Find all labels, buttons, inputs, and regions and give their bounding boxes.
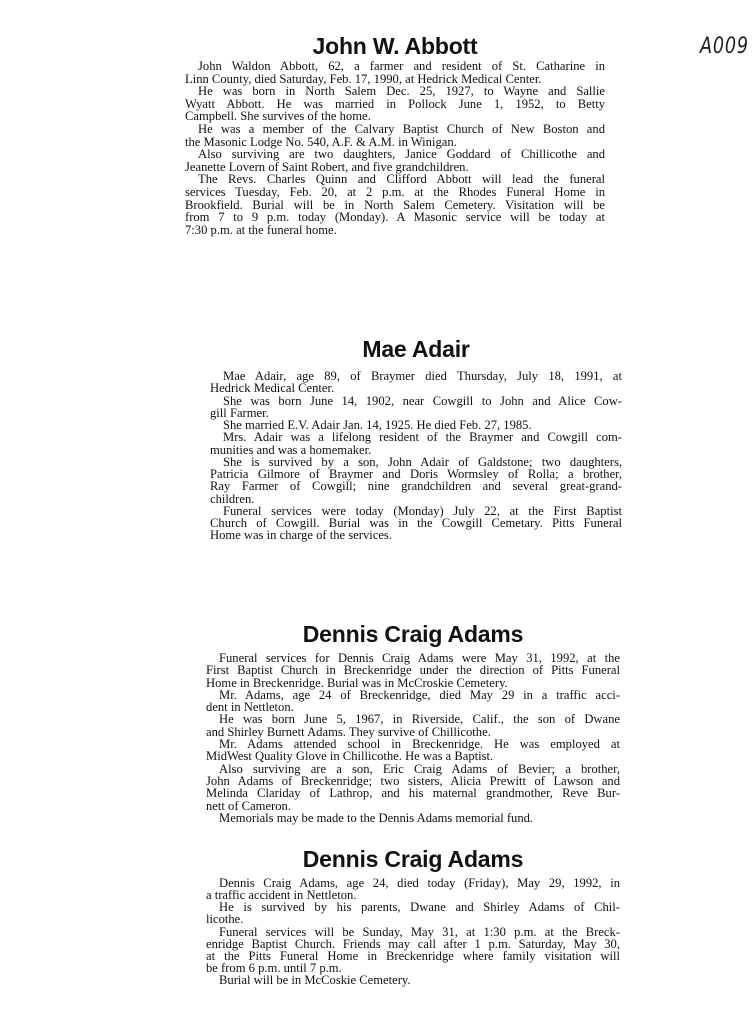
text-line: Mrs. Adair was a lifelong resident of the Braymer and Cowgill com- bbox=[223, 430, 622, 445]
obituary-paragraph bbox=[210, 395, 622, 420]
obituary-paragraph bbox=[206, 926, 620, 975]
obituary-paragraph bbox=[185, 85, 605, 123]
text-line: Mr. Adams attended school in Breckenridge. He was employed at bbox=[219, 737, 620, 752]
obituary-title: Dennis Craig Adams bbox=[302, 621, 524, 647]
text-line: John Waldon Abbott, 62, a farmer and resident of St. Catharine in bbox=[198, 59, 605, 73]
text-line: Funeral services were today (Monday) July 22, at the First Baptist bbox=[223, 503, 622, 518]
text-line: The Revs. Charles Quinn and Clifford Abbott will lead the funeral bbox=[198, 172, 605, 187]
text-line: a traffic accident in Nettleton. bbox=[206, 888, 357, 903]
obituary-paragraph bbox=[210, 370, 622, 395]
text-line: Also surviving are a son, Eric Craig Adams of Bevier; a brother, bbox=[219, 761, 620, 776]
text-line: Campbell. She survives of the home. bbox=[185, 109, 371, 124]
text-line: John Adams of Breckenridge; two sisters, Alicia Prewitt of Lawson and bbox=[206, 773, 620, 788]
obituary-paragraph bbox=[206, 652, 620, 689]
obituary-paragraph bbox=[206, 689, 620, 714]
obituary-paragraph bbox=[210, 431, 622, 456]
text-line: He was born in North Salem Dec. 25, 1927, to Wayne and Sallie bbox=[198, 84, 605, 99]
text-line: Jeanette Lovern of Saint Robert, and five grandchildren. bbox=[185, 159, 469, 174]
text-line: munities and was a homemaker. bbox=[210, 442, 372, 457]
text-line: the Masonic Lodge No. 540, A.F. & A.M. in Winigan. bbox=[185, 134, 457, 149]
obituary-paragraph bbox=[206, 877, 620, 901]
text-line: He is survived by his parents, Dwane and Shirley Adams of Chil- bbox=[219, 900, 620, 915]
text-line: She married E.V. Adair Jan. 14, 1925. He died Feb. 27, 1985. bbox=[223, 418, 532, 432]
text-line: Memorials may be made to the Dennis Adams memorial fund. bbox=[219, 810, 534, 825]
text-line: She was born June 14, 1902, near Cowgill to John and Alice Cow- bbox=[223, 393, 622, 408]
obituary-paragraph bbox=[210, 505, 622, 542]
text-line: Funeral services for Dennis Craig Adams were May 31, 1992, at the bbox=[219, 651, 620, 665]
obituary-dennis-craig-adams-funeral bbox=[206, 621, 620, 824]
text-line: children. bbox=[210, 491, 255, 506]
text-line: enridge Baptist Church. Friends may call after 1 p.m. Saturday, May 30, bbox=[206, 936, 620, 951]
text-line: Also surviving are two daughters, Janice Goddard of Chillicothe and bbox=[198, 147, 605, 162]
obituary-paragraph bbox=[185, 60, 605, 85]
obituary-paragraph bbox=[206, 812, 620, 824]
text-line: Melinda Clariday of Lathrop, and his maternal grandmother, Reve Bur- bbox=[206, 786, 620, 801]
obituary-title: John W. Abbott bbox=[312, 33, 478, 59]
text-line: from 7 to 9 p.m. today (Monday). A Masonic service will be today at bbox=[185, 210, 605, 225]
obituary-paragraph bbox=[206, 738, 620, 763]
text-line: First Baptist Church in Breckenridge under the direction of Pitts Funeral bbox=[206, 663, 620, 678]
text-line: Burial will be in McCoskie Cemetery. bbox=[219, 973, 411, 988]
text-line: 7:30 p.m. at the funeral home. bbox=[185, 222, 337, 237]
text-line: Brookfield. Burial will be in North Salem Cemetery. Visitation will be bbox=[185, 197, 605, 212]
obituary-paragraph bbox=[206, 763, 620, 812]
obituary-title: Dennis Craig Adams bbox=[302, 846, 524, 872]
text-line: Wyatt Abbott. He was married in Pollock June 1, 1952, to Betty bbox=[185, 96, 605, 111]
text-line: Home was in charge of the services. bbox=[210, 528, 392, 543]
handwritten-page-label: A009 bbox=[700, 34, 749, 59]
obituary-dennis-craig-adams-death bbox=[206, 846, 620, 986]
text-line: Church of Cowgill. Burial was in the Cowgill Cemetary. Pitts Funeral bbox=[210, 516, 622, 530]
text-line: Mr. Adams, age 24 of Breckenridge, died May 29 in a traffic acci- bbox=[219, 687, 620, 702]
text-line: dent in Nettleton. bbox=[206, 700, 294, 715]
text-line: gill Farmer. bbox=[210, 405, 269, 420]
obituary-paragraph bbox=[185, 173, 605, 236]
obituary-paragraph bbox=[185, 148, 605, 173]
text-line: and Shirley Burnett Adams. They survive of Chillicothe. bbox=[206, 724, 491, 739]
text-line: Hedrick Medical Center. bbox=[210, 381, 335, 396]
obituary-paragraph bbox=[210, 456, 622, 505]
text-line: He was born June 5, 1967, in Riverside, Calif., the son of Dwane bbox=[219, 712, 620, 727]
obituary-paragraph bbox=[206, 974, 620, 986]
obituary-paragraph bbox=[206, 713, 620, 738]
text-line: Dennis Craig Adams, age 24, died today (Friday), May 29, 1992, in bbox=[219, 876, 620, 890]
text-line: She is survived by a son, John Adair of Galdstone; two daughters, bbox=[223, 454, 622, 469]
text-line: services Tuesday, Feb. 20, at 2 p.m. at the Rhodes Funeral Home in bbox=[185, 184, 605, 199]
text-line: Funeral services will be Sunday, May 31, at 1:30 p.m. at the Breck- bbox=[219, 924, 620, 939]
text-line: licothe. bbox=[206, 912, 244, 927]
text-line: Mae Adair, age 89, of Braymer died Thursday, July 18, 1991, at bbox=[223, 369, 622, 383]
text-line: at the Pitts Funeral Home in Breckenridge where family visitation will bbox=[206, 948, 620, 963]
text-line: Home in Breckenridge. Burial was in McCroskie Cemetery. bbox=[206, 675, 508, 690]
text-line: Patricia Gilmore of Braymer and Doris Wormsley of Rolla; a brother, bbox=[210, 467, 622, 481]
obituary-paragraph bbox=[206, 901, 620, 925]
text-line: Linn County, died Saturday, Feb. 17, 1990, at Hedrick Medical Center. bbox=[185, 71, 542, 86]
obituary-mae-adair bbox=[210, 336, 622, 542]
text-line: nett of Cameron. bbox=[206, 798, 291, 813]
text-line: Ray Farmer of Cowgill; nine grandchildren and several great-grand- bbox=[210, 479, 622, 494]
obituary-title: Mae Adair bbox=[362, 336, 470, 362]
text-line: MidWest Quality Glove in Chillicothe. He was a Baptist. bbox=[206, 749, 494, 764]
text-line: be from 6 p.m. until 7 p.m. bbox=[206, 961, 342, 976]
text-line: He was a member of the Calvary Baptist Church of New Boston and bbox=[198, 121, 605, 136]
obituary-paragraph bbox=[185, 123, 605, 148]
obituary-john-w-abbott bbox=[185, 33, 605, 236]
